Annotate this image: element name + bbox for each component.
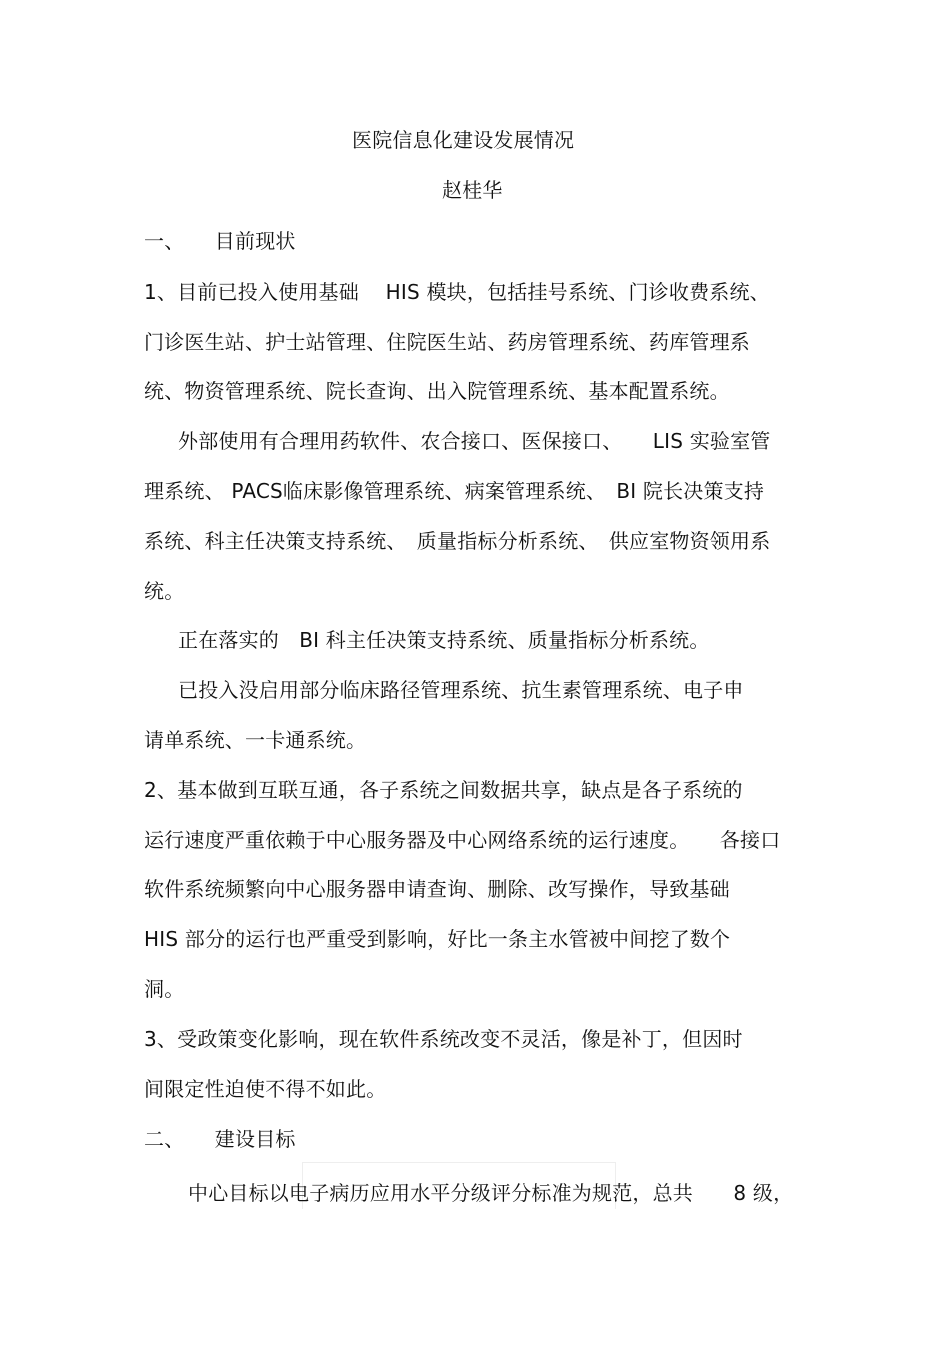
paragraph-line: 门诊医生站、护士站管理、住院医生站、药房管理系统、药库管理系 <box>144 330 750 354</box>
paragraph-line: 软件系统频繁向中心服务器申请查询、删除、改写操作，导致基础 <box>144 877 730 901</box>
paragraph-line: 统。 <box>144 579 185 603</box>
paragraph-line: 1、目前已投入使用基础 HIS 模块，包括挂号系统、门诊收费系统、 <box>144 280 770 304</box>
paragraph-line: 3、受政策变化影响，现在软件系统改变不灵活，像是补丁，但因时 <box>144 1027 743 1051</box>
paragraph-line: 洞。 <box>144 977 185 1001</box>
paragraph-line: HIS 部分的运行也严重受到影响，好比一条主水管被中间挖了数个 <box>144 927 731 951</box>
paragraph-line: 中心目标以电子病历应用水平分级评分标准为规范，总共 8 级， <box>188 1181 794 1205</box>
paragraph-line: 理系统、 PACS临床影像管理系统、病案管理系统、 BI 院长决策支持 <box>144 479 765 503</box>
paragraph-line: 统、物资管理系统、院长查询、出入院管理系统、基本配置系统。 <box>144 379 730 403</box>
paragraph-line: 系统、科主任决策支持系统、 质量指标分析系统、 供应室物资领用系 <box>144 529 771 553</box>
document-title: 医院信息化建设发展情况 <box>352 128 575 152</box>
section-heading-current-status: 一、 目前现状 <box>144 229 296 253</box>
paragraph-line: 已投入没启用部分临床路径管理系统、抗生素管理系统、电子申 <box>178 678 744 702</box>
paragraph-line: 2、基本做到互联互通，各子系统之间数据共享，缺点是各子系统的 <box>144 778 743 802</box>
paragraph-line: 间限定性迫使不得不如此。 <box>144 1077 387 1101</box>
document-author: 赵桂华 <box>442 178 503 202</box>
paragraph-line: 请单系统、一卡通系统。 <box>144 728 367 752</box>
paragraph-line: 运行速度严重依赖于中心服务器及中心网络系统的运行速度。 各接口 <box>144 828 781 852</box>
paragraph-line: 正在落实的 BI 科主任决策支持系统、质量指标分析系统。 <box>178 628 710 652</box>
paragraph-line: 外部使用有合理用药软件、农合接口、医保接口、 LIS 实验室管 <box>178 429 771 453</box>
section-heading-construction-goals: 二、 建设目标 <box>144 1127 296 1151</box>
